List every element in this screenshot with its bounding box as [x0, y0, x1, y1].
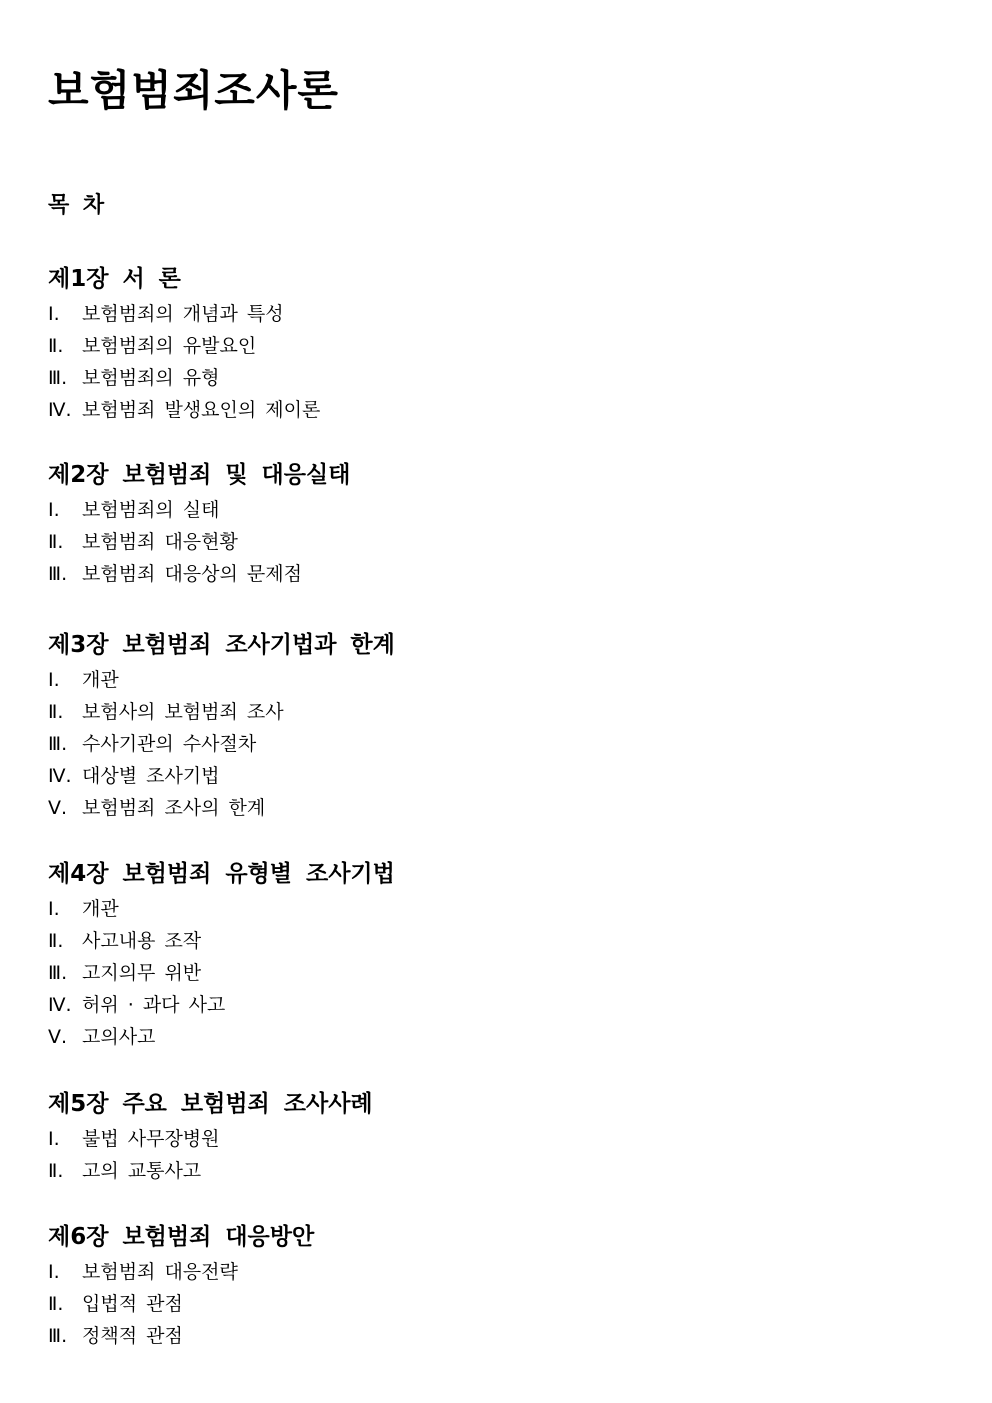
- item-text: 고지의무 위반: [82, 962, 202, 984]
- item-text: 불법 사무장병원: [82, 1128, 220, 1150]
- item-number: Ⅰ.: [48, 303, 60, 325]
- chapter-5: [48, 1087, 373, 1187]
- item-number: Ⅴ.: [48, 797, 68, 819]
- toc-item: [48, 330, 320, 362]
- item-text: 보험범죄의 유형: [82, 367, 220, 389]
- item-text: 보험범죄의 실태: [82, 499, 220, 521]
- item-number: Ⅴ.: [48, 1026, 68, 1048]
- item-number: Ⅲ.: [48, 367, 68, 389]
- item-text: 보험범죄 대응현황: [82, 531, 238, 553]
- toc-item: [48, 1288, 314, 1320]
- item-number: Ⅰ.: [48, 669, 60, 691]
- item-text: 고의 교통사고: [82, 1160, 202, 1182]
- item-text: 개관: [82, 669, 119, 691]
- item-number: Ⅱ.: [48, 531, 64, 553]
- chapter-title: 제6장 보험범죄 대응방안: [48, 1224, 315, 1250]
- toc-item: [48, 925, 395, 957]
- toc-item: [48, 494, 350, 526]
- document-title: 보험범죄조사론: [48, 66, 340, 115]
- toc-item: [48, 1021, 395, 1053]
- item-number: Ⅰ.: [48, 1261, 60, 1283]
- item-number: Ⅱ.: [48, 1160, 64, 1182]
- item-text: 보험범죄 조사의 한계: [82, 797, 266, 819]
- toc-item: [48, 1155, 373, 1187]
- toc-item: [48, 728, 395, 760]
- toc-item: [48, 1256, 314, 1288]
- item-text: 보험범죄의 유발요인: [82, 335, 257, 357]
- toc-heading: 목 차: [48, 193, 105, 218]
- chapter-2: [48, 458, 350, 590]
- item-number: Ⅰ.: [48, 898, 60, 920]
- item-number: Ⅲ.: [48, 1325, 68, 1347]
- item-number: Ⅲ.: [48, 563, 68, 585]
- item-text: 수사기관의 수사절차: [82, 733, 257, 755]
- item-text: 정책적 관점: [82, 1325, 183, 1347]
- chapter-6: [48, 1220, 314, 1352]
- chapter-3: [48, 628, 395, 824]
- item-number: Ⅲ.: [48, 733, 68, 755]
- toc-item: [48, 1320, 314, 1352]
- toc-item: [48, 298, 320, 330]
- chapter-item-list: [48, 664, 395, 824]
- chapter-title: 제1장 서 론: [48, 266, 181, 292]
- toc-item: [48, 957, 395, 989]
- item-text: 고의사고: [82, 1026, 156, 1048]
- toc-item: [48, 664, 395, 696]
- item-text: 사고내용 조작: [82, 930, 202, 952]
- toc-item: [48, 558, 350, 590]
- item-number: Ⅳ.: [48, 994, 72, 1016]
- chapter-title: 제4장 보험범죄 유형별 조사기법: [48, 861, 395, 887]
- item-text: 입법적 관점: [82, 1293, 183, 1315]
- item-number: Ⅲ.: [48, 962, 68, 984]
- chapter-item-list: [48, 494, 350, 590]
- item-number: Ⅰ.: [48, 499, 60, 521]
- toc-item: [48, 989, 395, 1021]
- item-text: 허위 · 과다 사고: [82, 994, 226, 1016]
- chapter-title: 제5장 주요 보험범죄 조사사례: [48, 1091, 373, 1117]
- item-text: 보험범죄의 개념과 특성: [82, 303, 284, 325]
- item-number: Ⅱ.: [48, 335, 64, 357]
- chapter-title: 제3장 보험범죄 조사기법과 한계: [48, 632, 395, 658]
- chapter-item-list: [48, 1256, 314, 1352]
- toc-item: [48, 893, 395, 925]
- chapter-title: 제2장 보험범죄 및 대응실태: [48, 462, 351, 488]
- toc-item: [48, 362, 320, 394]
- item-text: 대상별 조사기법: [82, 765, 220, 787]
- toc-item: [48, 792, 395, 824]
- chapter-item-list: [48, 893, 395, 1053]
- item-text: 보험범죄 대응전략: [82, 1261, 238, 1283]
- toc-item: [48, 696, 395, 728]
- item-text: 보험사의 보험범죄 조사: [82, 701, 284, 723]
- toc-item: [48, 1123, 373, 1155]
- item-number: Ⅱ.: [48, 1293, 64, 1315]
- toc-item: [48, 394, 320, 426]
- chapter-1: [48, 262, 320, 426]
- chapter-item-list: [48, 298, 320, 426]
- item-number: Ⅰ.: [48, 1128, 60, 1150]
- chapter-item-list: [48, 1123, 373, 1187]
- item-text: 보험범죄 대응상의 문제점: [82, 563, 302, 585]
- item-text: 보험범죄 발생요인의 제이론: [82, 399, 321, 421]
- chapter-4: [48, 857, 395, 1053]
- toc-item: [48, 760, 395, 792]
- item-number: Ⅱ.: [48, 701, 64, 723]
- toc-item: [48, 526, 350, 558]
- item-text: 개관: [82, 898, 119, 920]
- item-number: Ⅱ.: [48, 930, 64, 952]
- item-number: Ⅳ.: [48, 765, 72, 787]
- item-number: Ⅳ.: [48, 399, 72, 421]
